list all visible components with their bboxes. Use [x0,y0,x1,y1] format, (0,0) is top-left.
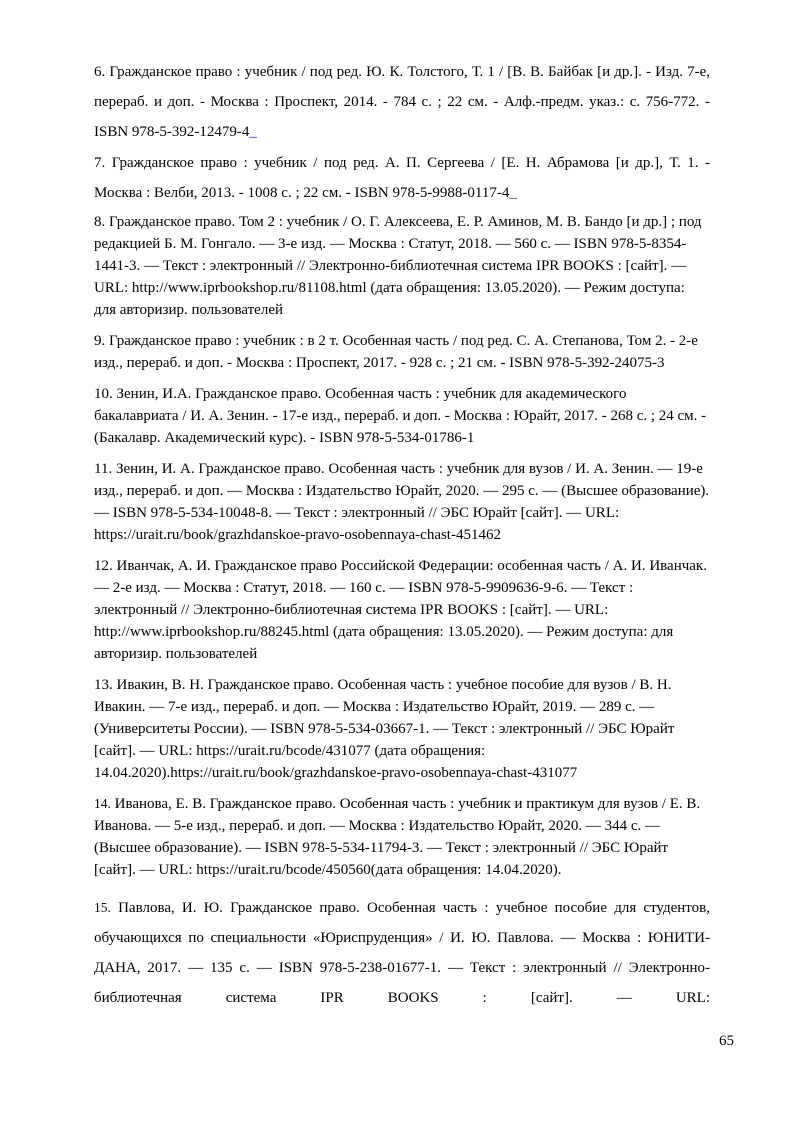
entry-number: 13. [94,677,113,693]
entry-number: 10. [94,386,113,402]
bibliography-entry-11 [94,458,710,546]
entry-number: 6. [94,64,106,80]
entry-text: Зенин, И. А. Гражданское право. Особенная часть : учебник для вузов / И. А. Зенин. — 19-е изд., перераб. и доп. — Москва : Издательство Юрайт, 2020. — 295 с. — (Высшее образование). — ISBN 978-5-534-10048-8. — Текст : электронный // ЭБС Юрайт [сайт]. — URL: https://urait.ru/book/grazhdanskoe-pravo-osobennaya-chast-451462 [94,461,710,543]
entry-text: Гражданское право : учебник / под ред. А. П. Сергеева / [Е. Н. Абрамова [и др.], Т. 1. - Москва : Велби, 2013. - 1008 с. ; 22 см. - ISBN 978-5-9988-0117-4 [94,155,710,201]
entry-text: Гражданское право : учебник / под ред. Ю. К. Толстого, Т. 1 / [В. В. Байбак [и др.]. - Изд. 7-е, перераб. и доп. - Москва : Проспект, 2014. - 784 с. ; 22 см. - Алф.-предм. указ.: с. 756-772. - ISBN 978-5-392-12479-4 [94,64,711,140]
entry-text: Иванчак, А. И. Гражданское право Российской Федерации: особенная часть / А. И. Иванчак. — 2-е изд. — Москва : Статут, 2018. — 160 с. — ISBN 978-5-9909636-9-6. — Текст : электронный // Электронно-библиотечная система IPR BOOKS : [сайт]. — URL: http://www.iprbookshop.ru/88245.html (дата обращения: 13.05.2020). — Режим доступа: для авторизир. пользователей [94,558,707,662]
entry-number: 9. [94,333,106,349]
entry-text: Гражданское право. Том 2 : учебник / О. Г. Алексеева, Е. Р. Аминов, М. В. Бандо [и др.] ; под редакцией Б. М. Гонгало. — 3-е изд. — Москва : Статут, 2018. — 560 с. — ISBN 978-5-8354-1441-3. — Текст : электронный // Электронно-библиотечная система IPR BOOKS : [сайт]. — URL: http://www.iprbookshop.ru/81108.html (дата обращения: 13.05.2020). — Режим доступа: для авторизир. пользователей [94,214,702,318]
entry-text: Иванова, Е. В. Гражданское право. Особенная часть : учебник и практикум для вузов / Е. В. Иванова. — 5-е изд., перераб. и доп. — Москва : Издательство Юрайт, 2020. — 344 с. — (Высшее образование). — ISBN 978-5-534-11794-3. — Текст : электронный // ЭБС Юрайт [сайт]. — URL: https://urait.ru/bcode/450560(дата обращения: 14.04.2020). [94,796,701,878]
bibliography-entry-7 [94,148,710,208]
entry-number: 15. [94,900,111,915]
bibliography-entry-15 [94,893,710,1013]
bibliography-entry-14 [94,793,710,881]
entry-number: 7. [94,155,106,171]
entry-text: Гражданское право : учебник : в 2 т. Особенная часть / под ред. С. А. Степанова, Том 2. - 2-е изд., перераб. и доп. - Москва : Проспект, 2017. - 928 с. ; 21 см. - ISBN 978-5-392-24075-3 [94,333,698,371]
hyperlink-underline-mark: _ [249,124,257,140]
bibliography-entry-12 [94,555,710,665]
entry-number: 8. [94,214,106,230]
hyperlink-underline-mark: _ [509,185,517,201]
bibliography-entry-6 [94,57,710,147]
entry-number: 14. [94,796,111,811]
entry-text: Павлова, И. Ю. Гражданское право. Особенная часть : учебное пособие для студентов, обучающихся по специальности «Юриспруденция» / И. Ю. Павлова. — Москва : ЮНИТИ-ДАНА, 2017. — 135 с. — ISBN 978-5-238-01677-1. — Текст : электронный // Электронно-библиотечная система IPR BOOKS : [сайт]. — URL: [94,900,710,1006]
page-number: 65 [719,1033,734,1049]
entry-text: Ивакин, В. Н. Гражданское право. Особенная часть : учебное пособие для вузов / В. Н. Ивакин. — 7-е изд., перераб. и доп. — Москва : Издательство Юрайт, 2019. — 289 с. — (Университеты России). — ISBN 978-5-534-03667-1. — Текст : электронный // ЭБС Юрайт [сайт]. — URL: https://urait.ru/bcode/431077 (дата обращения: 14.04.2020).https://urait.ru/book/grazhdanskoe-pravo-osobennaya-chast-431077 [94,677,675,781]
bibliography-entry-8 [94,211,710,321]
bibliography-entry-13 [94,674,710,784]
entry-text: Зенин, И.А. Гражданское право. Особенная часть : учебник для академического бакалавриата / И. А. Зенин. - 17-е изд., перераб. и доп. - Москва : Юрайт, 2017. - 268 с. ; 24 см. - (Бакалавр. Академический курс). - ISBN 978-5-534-01786-1 [94,386,707,446]
entry-number: 11. [94,461,113,477]
bibliography-entry-10 [94,383,710,449]
entry-number: 12. [94,558,113,574]
bibliography-entry-9 [94,330,710,374]
